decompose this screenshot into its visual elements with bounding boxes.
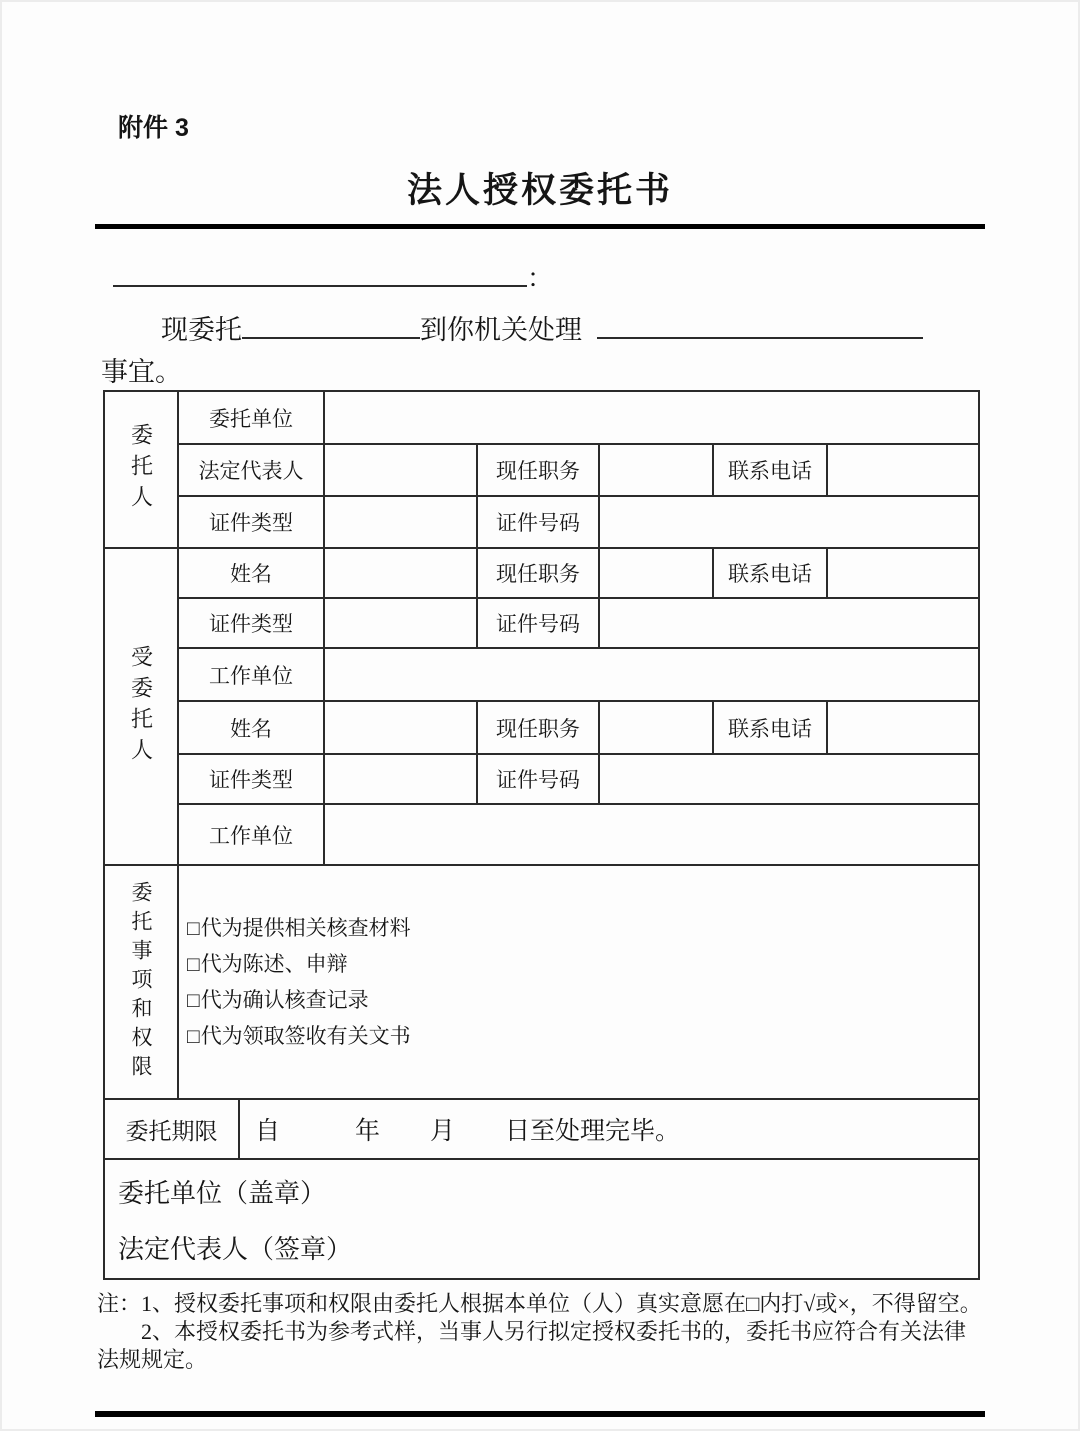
entrust-line [95, 308, 923, 347]
agent1-work-unit-value[interactable] [324, 648, 979, 701]
checkbox-option-statement-defense[interactable] [187, 946, 978, 982]
checkbox-option-receive-documents[interactable] [187, 1018, 978, 1054]
note-2: 2、本授权委托书为参考式样，当事人另行拟定授权委托书的，委托书应符合有关法律法规规定。 [97, 1319, 967, 1372]
matter-description-blank[interactable] [597, 309, 923, 339]
principal-unit-label: 委托单位 [178, 391, 324, 444]
agent1-id-type-value[interactable] [324, 598, 477, 648]
duration-label: 委托期限 [104, 1099, 239, 1159]
agent1-name-label: 姓名 [178, 548, 324, 598]
unit-seal-line[interactable]: 委托单位（盖章） [118, 1179, 327, 1208]
checkbox-option-label: 代为提供相关核查材料 [200, 916, 411, 940]
principal-unit-value[interactable] [324, 391, 979, 444]
signature-cell [104, 1159, 979, 1279]
salutation-colon: ： [527, 264, 554, 293]
checkbox-option-label: 代为确认核查记录 [200, 988, 369, 1012]
checkbox-option-provide-materials[interactable] [187, 910, 978, 946]
agent2-id-type-label: 证件类型 [178, 754, 324, 804]
attachment-label: 附件 3 [118, 114, 189, 142]
title-divider [95, 224, 985, 229]
entrust-prefix: 现委托 [161, 315, 242, 345]
agent2-work-unit-value[interactable] [324, 804, 979, 865]
agent2-id-number-value[interactable] [599, 754, 979, 804]
principal-position-label: 现任职务 [477, 444, 599, 496]
agent1-phone-value[interactable] [827, 548, 979, 598]
entrust-suffix: 事宜。 [101, 357, 182, 387]
checkbox-icon[interactable]: □ [187, 952, 200, 976]
principal-phone-value[interactable] [827, 444, 979, 496]
group-matters-header: 委托事项和权限 [104, 865, 178, 1099]
principal-legal-rep-value[interactable] [324, 444, 477, 496]
legal-rep-signature-line[interactable]: 法定代表人（签章） [118, 1235, 353, 1264]
entrust-middle: 到你机关处理 [420, 315, 582, 345]
agent1-phone-label: 联系电话 [713, 548, 827, 598]
recipient-name-blank[interactable] [113, 257, 527, 287]
agent2-name-label: 姓名 [178, 701, 324, 754]
principal-position-value[interactable] [599, 444, 713, 496]
agent1-work-unit-label: 工作单位 [178, 648, 324, 701]
checkbox-icon[interactable]: □ [187, 1024, 200, 1048]
principal-phone-label: 联系电话 [713, 444, 827, 496]
agent2-position-label: 现任职务 [477, 701, 599, 754]
checkbox-icon[interactable]: □ [187, 988, 200, 1012]
checkbox-option-label: 代为领取签收有关文书 [200, 1024, 411, 1048]
delegation-matters-cell [178, 865, 979, 1099]
agent2-name-value[interactable] [324, 701, 477, 754]
principal-id-number-value[interactable] [599, 496, 979, 548]
footnotes [97, 1290, 987, 1374]
agent1-id-type-label: 证件类型 [178, 598, 324, 648]
agent1-id-number-value[interactable] [599, 598, 979, 648]
agent1-name-value[interactable] [324, 548, 477, 598]
agent2-position-value[interactable] [599, 701, 713, 754]
group-agent-header: 受委托人 [104, 548, 178, 865]
salutation-line [113, 257, 553, 295]
principal-id-type-value[interactable] [324, 496, 477, 548]
agent2-work-unit-label: 工作单位 [178, 804, 324, 865]
authorization-form-table [103, 390, 980, 1280]
agent2-phone-value[interactable] [827, 701, 979, 754]
duration-value[interactable]: 自 年 月 日至处理完毕。 [239, 1099, 979, 1159]
agent2-phone-label: 联系电话 [713, 701, 827, 754]
document-title: 法人授权委托书 [406, 171, 673, 210]
checkbox-option-confirm-records[interactable] [187, 982, 978, 1018]
agent2-id-type-value[interactable] [324, 754, 477, 804]
checkbox-icon[interactable]: □ [187, 916, 200, 940]
checkbox-option-label: 代为陈述、申辩 [200, 952, 348, 976]
principal-legal-rep-label: 法定代表人 [178, 444, 324, 496]
note-1: 注：1、授权委托事项和权限由委托人根据本单位（人）真实意愿在□内打√或×，不得留空。 [97, 1291, 982, 1316]
agent1-position-value[interactable] [599, 548, 713, 598]
delegate-name-blank[interactable] [242, 309, 420, 339]
agent1-position-label: 现任职务 [477, 548, 599, 598]
principal-id-number-label: 证件号码 [477, 496, 599, 548]
agent1-id-number-label: 证件号码 [477, 598, 599, 648]
agent2-id-number-label: 证件号码 [477, 754, 599, 804]
group-principal-header: 委托人 [104, 391, 178, 548]
principal-id-type-label: 证件类型 [178, 496, 324, 548]
bottom-divider [95, 1411, 985, 1417]
